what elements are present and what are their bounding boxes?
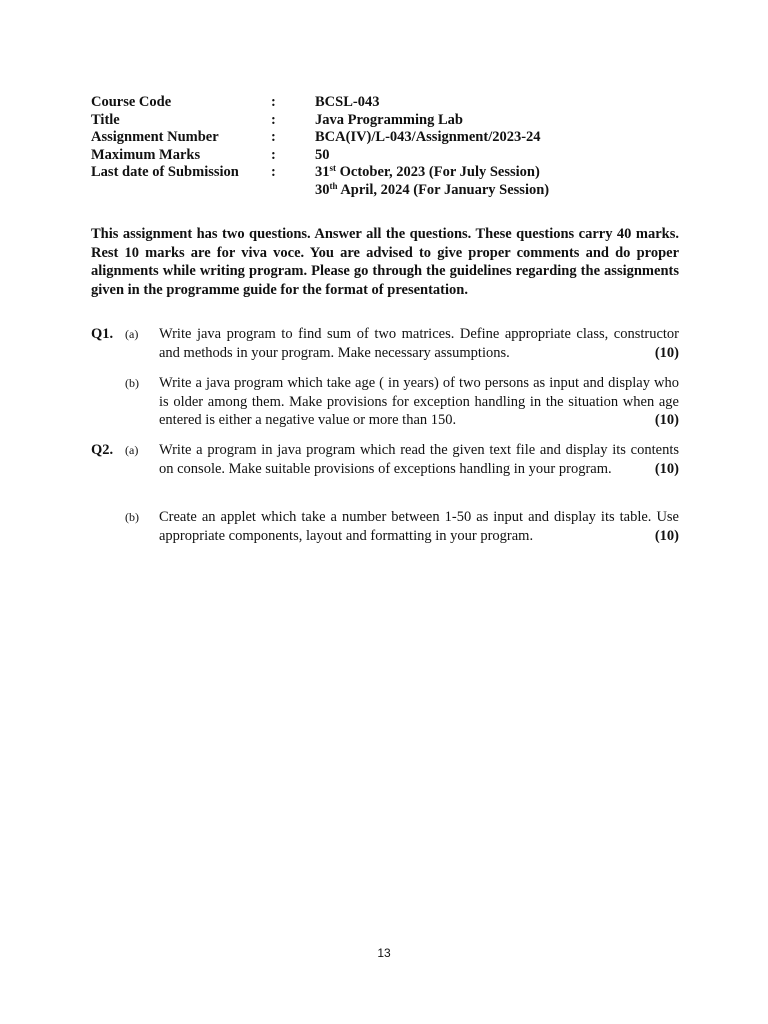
info-colon: : <box>271 111 276 128</box>
info-row-course-code <box>91 94 549 112</box>
info-value: 50 <box>315 146 330 163</box>
info-row-last-date <box>91 164 549 182</box>
part-text-body: Write java program to find sum of two matrices. Define appropriate class, constructor and methods in your program. Make necessary assumptions. <box>159 326 679 361</box>
info-row-maximum-marks <box>91 147 549 165</box>
assignment-info-table <box>91 94 549 200</box>
part-text <box>159 508 679 545</box>
page-number: 13 <box>377 946 391 960</box>
info-label: Course Code <box>91 94 172 110</box>
marks: (10) <box>654 527 679 544</box>
info-value-date-january <box>315 182 549 200</box>
info-row-assignment-number <box>91 129 549 147</box>
date-day: 31 <box>315 164 330 181</box>
info-value-date-july <box>315 164 540 182</box>
info-label: Title <box>91 111 120 128</box>
question-number: Q1. <box>91 326 114 342</box>
date-suffix: st <box>329 163 336 174</box>
part-text <box>159 374 679 430</box>
part-label: (b) <box>125 510 139 524</box>
date-rest: October, 2023 (For July Session) <box>336 164 540 181</box>
part-text-body: Create an applet which take a number between 1-50 as input and display its table. Use appropriate components, layout and formatting in your program. <box>159 509 679 544</box>
info-colon: : <box>271 94 276 110</box>
info-label: Maximum Marks <box>91 146 201 163</box>
info-label: Assignment Number <box>91 129 219 146</box>
info-row-title <box>91 112 549 130</box>
part-label: (a) <box>125 443 139 457</box>
part-label: (b) <box>125 376 139 390</box>
part-text <box>159 441 679 478</box>
part-text <box>159 325 679 362</box>
info-row-second-date <box>91 182 549 200</box>
marks: (10) <box>654 412 679 428</box>
question-1-part-a <box>91 325 679 363</box>
info-label-empty <box>91 182 271 200</box>
info-label: Last date of Submission <box>91 164 239 181</box>
info-value: BCA(IV)/L-043/Assignment/2023-24 <box>315 129 541 146</box>
info-colon: : <box>271 146 276 163</box>
marks: (10) <box>654 460 679 477</box>
instructions-paragraph: This assignment has two questions. Answer all the questions. These questions carry 40 marks. Rest 10 marks are for viva voce. You are advised to give proper comments and do proper alignments while writing program. Please go through the guidelines regarding the assignments given in the programme guide for the format of presentation. <box>91 226 679 298</box>
question-number: Q2. <box>91 442 114 458</box>
info-colon-empty <box>271 182 315 200</box>
part-text-body: Write a java program which take age ( in years) of two persons as input and display who is older among them. Make provisions for exception handling in the situation when age entered is either a negative value or more than 150. <box>159 375 679 428</box>
info-value: Java Programming Lab <box>315 111 463 128</box>
question-1-part-b <box>91 374 679 430</box>
info-value: BCSL-043 <box>315 94 380 110</box>
date-rest: April, 2024 (For January Session) <box>337 181 550 198</box>
date-suffix: th <box>329 180 338 191</box>
info-colon: : <box>271 129 276 146</box>
part-label: (a) <box>125 327 139 341</box>
info-colon: : <box>271 164 276 181</box>
question-2-part-b <box>91 508 679 546</box>
marks: (10) <box>654 344 679 361</box>
date-day: 30 <box>315 181 330 198</box>
part-text-body: Write a program in java program which read the given text file and display its contents on console. Make suitable provisions of exceptions handling in your program. <box>159 442 679 477</box>
question-2-part-a <box>91 441 679 497</box>
